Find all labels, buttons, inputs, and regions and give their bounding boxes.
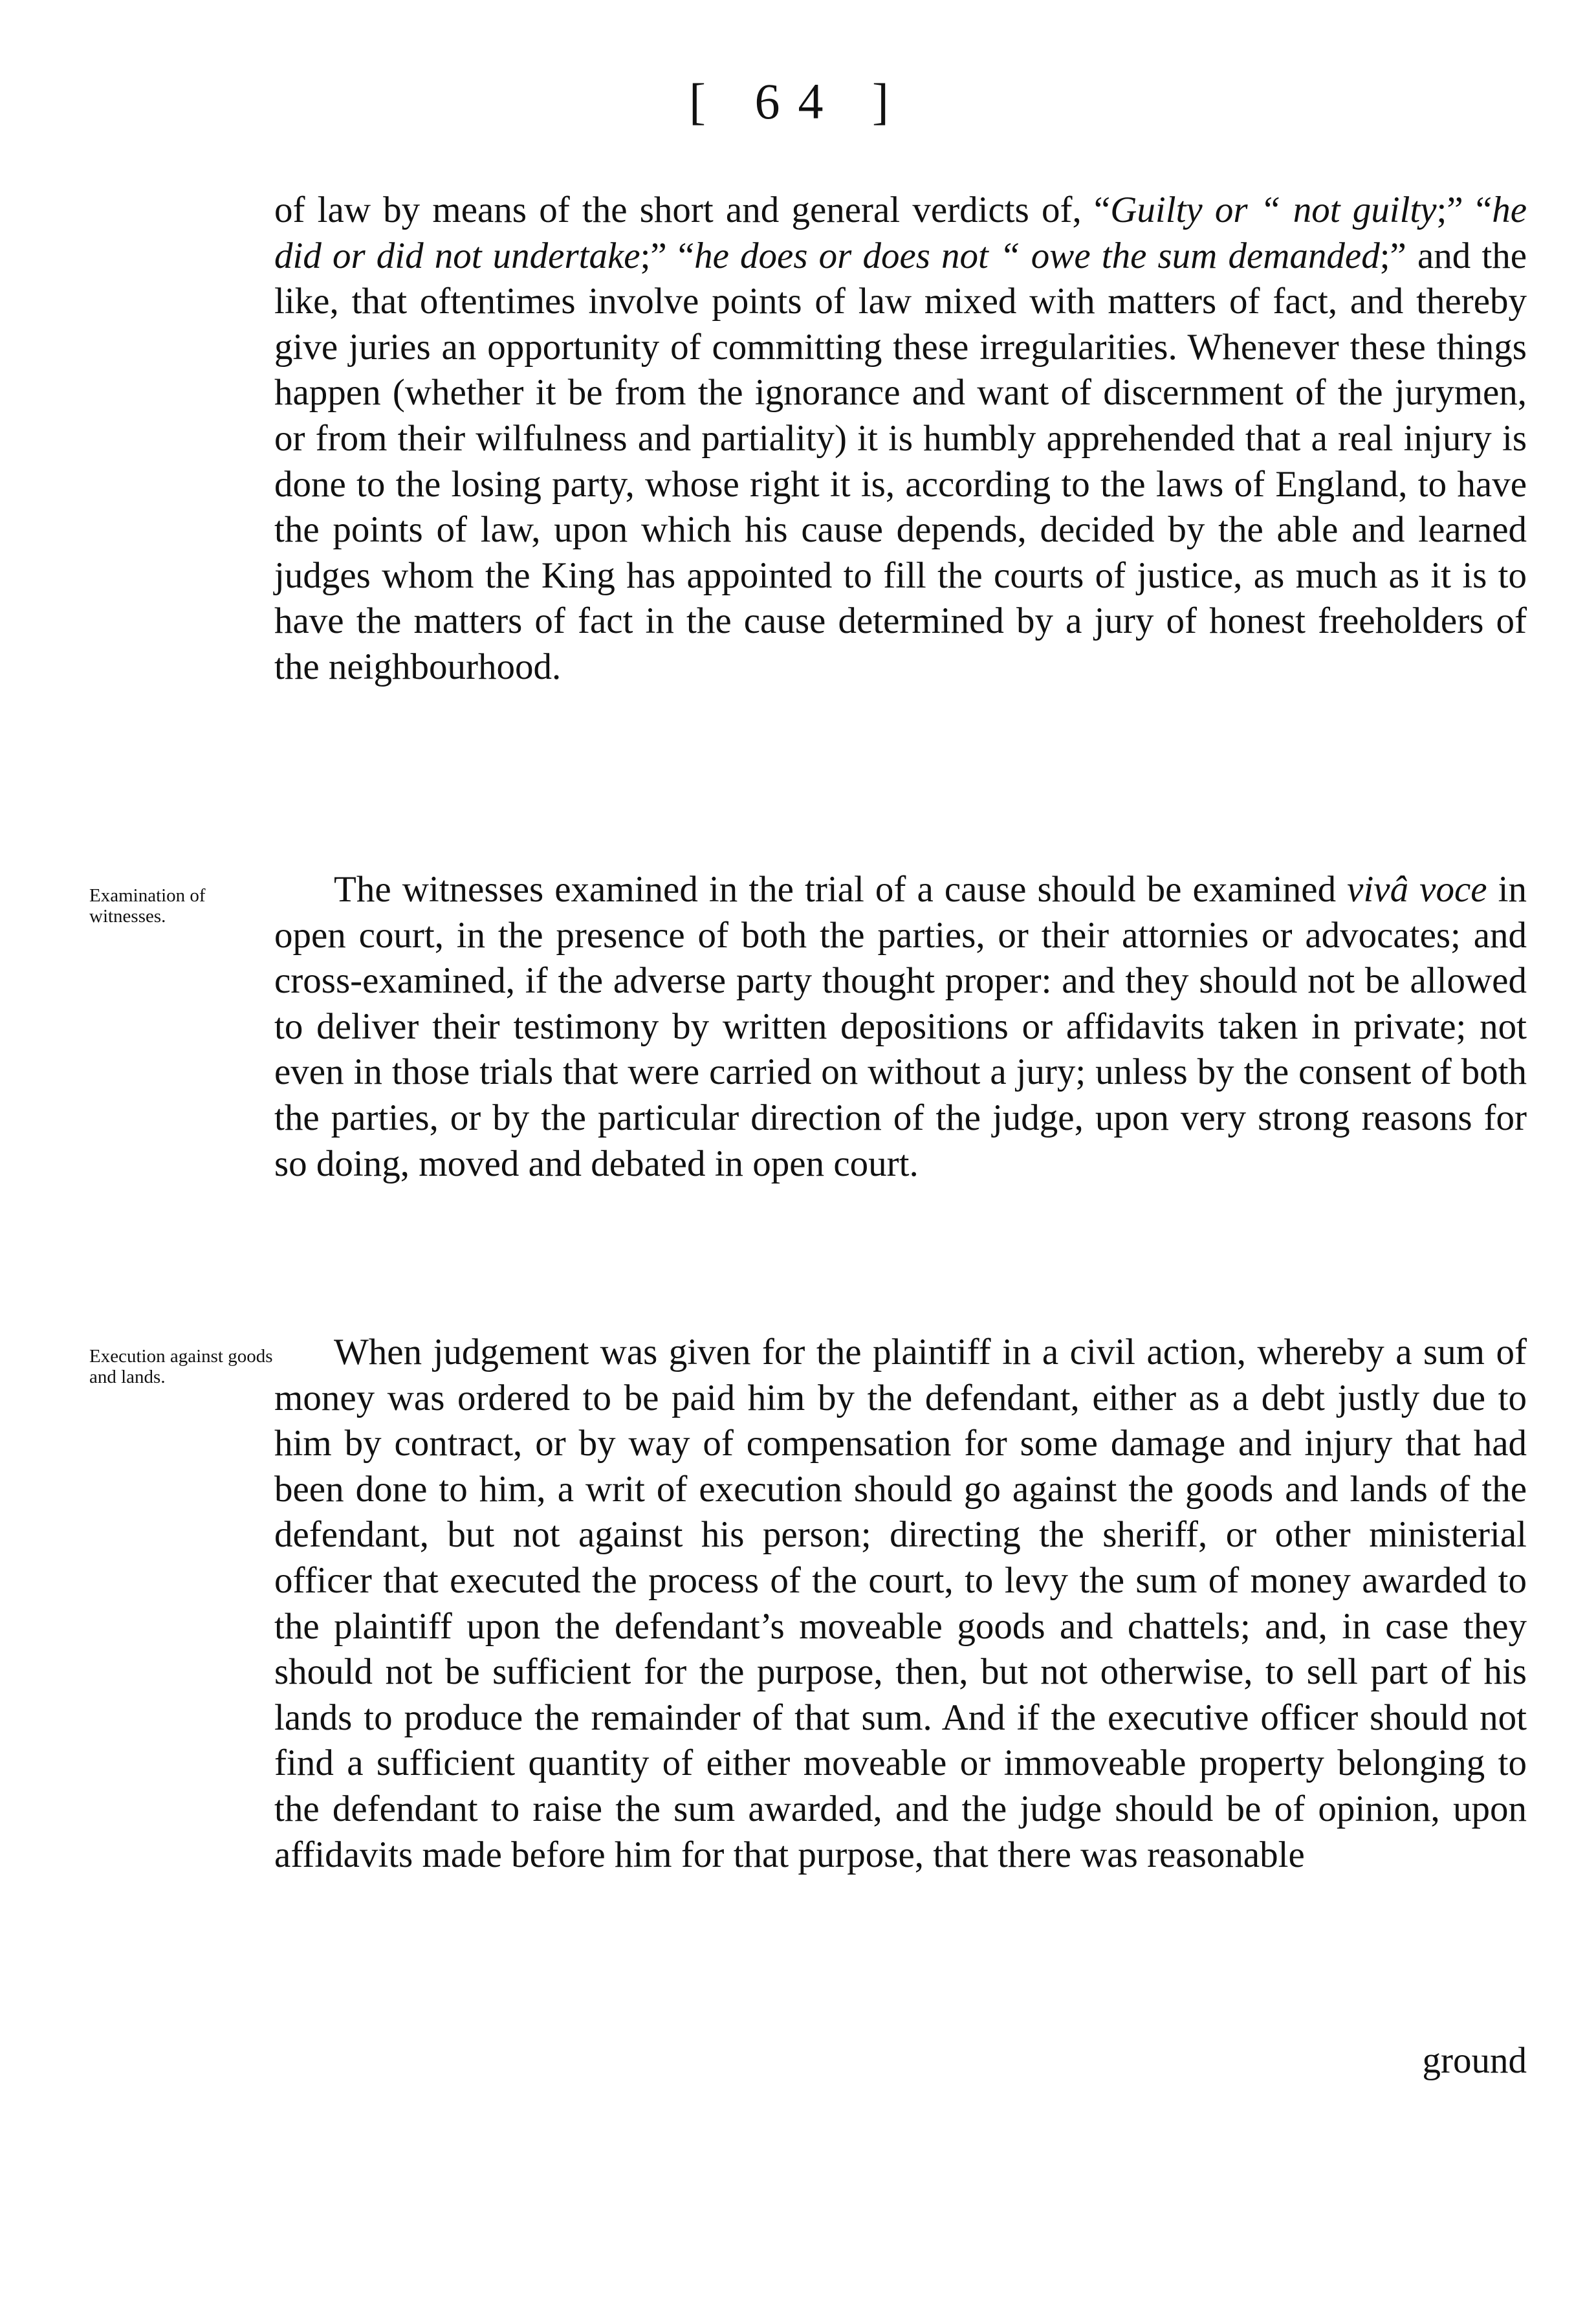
italic-text: he does or does not “ owe the sum demanded [694, 235, 1380, 276]
paragraph-text [274, 867, 1527, 1187]
text-run: ;” and the like, that oftentimes involve points of law mixed with matters of fact, and thereby give juries an opportunity of committing these irregularities. Whenever these things happen (whether it be from the ignorance and want of discernment of the jurymen, or from their wilfulness and partiality) it is humbly apprehended that a real injury is done to the losing party, whose right it is, according to the laws of England, to have the points of law, upon which his cause depends, decided by the able and learned judges whom the King has appointed to fill the courts of justice, as much as it is to have the matters of fact in the cause determined by a jury of honest freeholders of the neighbourhood. [274, 235, 1527, 687]
text-run: ;” “ [1436, 190, 1492, 230]
paragraph-text: When judgement was given for the plaintiff in a civil action, whereby a sum of money was ordered to be paid him by the defendant, either as a debt justly due to him by contract, or by way of compensation for some damage and injury that had been done to him, a writ of execution should go against the goods and lands of the defendant, but not against his person; directing the sheriff, or other ministerial officer that executed the process of the court, to levy the sum of money awarded to the plaintiff upon the defendant’s moveable goods and chattels; and, in case they should not be sufficient for the purpose, then, but not otherwise, to sell part of his lands to produce the remainder of that sum. And if the executive officer should not find a sufficient quantity of either moveable or immoveable property belonging to the defendant to raise the sum awarded, and the judge should be of opinion, upon affidavits made before him for that purpose, that there was reasonable [274, 1332, 1527, 1875]
text-run: of law by means of the short and general verdicts of, “ [274, 190, 1111, 230]
text-run: ;” “ [640, 235, 695, 276]
text-run: in open court, in the presence of both the parties, or their attornies or advocates; and cross-examined, if the adverse party thought proper: and they should not be allowed to deliver their testimony by written depositions or affidavits taken in private; not even in those trials that were carried on without a jury; unless by the consent of both the parties, or by the particular direction of the judge, upon very strong reasons for so doing, moved and debated in open court. [274, 869, 1527, 1184]
paragraph-text [274, 188, 1527, 690]
italic-text: he did or did not undertake [274, 190, 1527, 276]
italic-text: Guilty or “ not guilty [1110, 190, 1437, 230]
paragraph-execution [274, 1330, 1527, 1878]
text-run: The witnesses examined in the trial of a cause should be examined [334, 869, 1348, 910]
page-number: [ 64 ] [689, 73, 907, 129]
paragraph-witnesses [274, 867, 1527, 1187]
italic-text: vivâ voce [1347, 869, 1487, 910]
margin-note-execution: Execution against goods and lands. [89, 1346, 273, 1387]
margin-note-examination: Examination of witnesses. [89, 885, 206, 927]
paragraph-verdicts [274, 188, 1527, 690]
catchword: ground [1422, 2040, 1527, 2081]
